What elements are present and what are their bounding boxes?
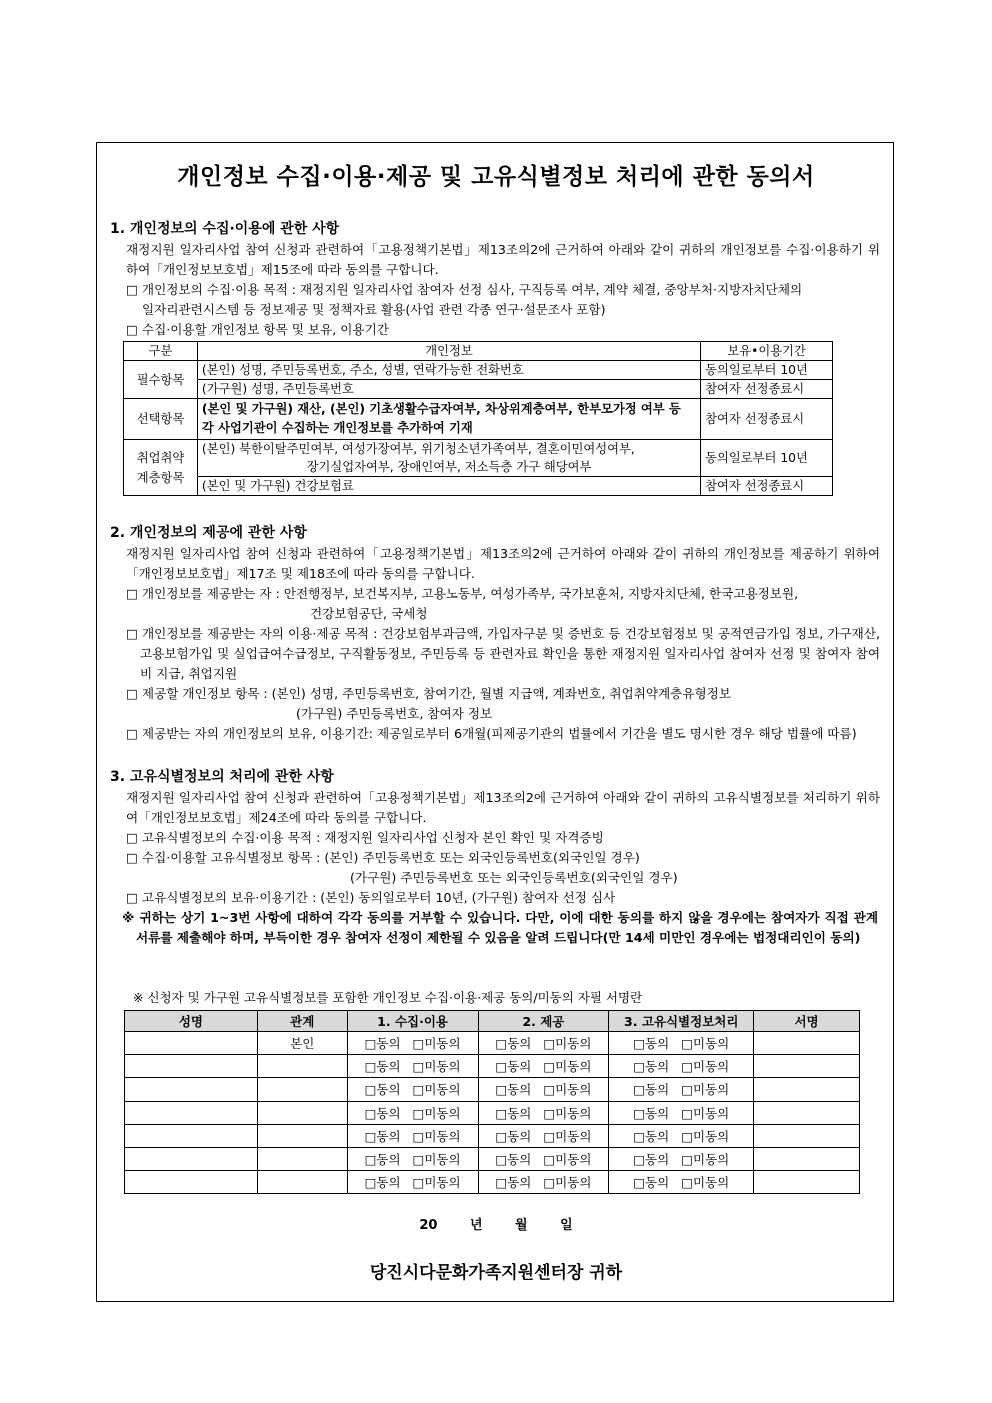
vulnerable-self-period: 동의일로부터 10년 <box>701 440 833 477</box>
table-header-info: 개인정보 <box>197 342 700 361</box>
consent-signature-table <box>124 1010 860 1194</box>
unique-id-consent-cell <box>609 1055 754 1078</box>
section-1-intro: 재정지원 일자리사업 참여 신청과 관련하여「고용정책기본법」제13조의2에 근거하여 아래와 같이 귀하의 개인정보를 수집·이용하기 위하여「개인정보보호법」제15조에 따라 동의를 구합니다. <box>126 242 880 277</box>
signature-cell[interactable] <box>754 1124 860 1147</box>
unique-id-disagree-checkbox[interactable]: □미동의 <box>681 1175 730 1191</box>
section-2-intro: 재정지원 일자리사업 참여 신청과 관련하여「고용정책기본법」제13조의2에 근거하여 아래와 같이 귀하의 개인정보를 제공하기 위하여「개인정보보호법」제17조 및 제18조에 따라 동의를 구합니다. <box>126 546 880 581</box>
collection-disagree-checkbox[interactable]: □미동의 <box>412 1152 461 1168</box>
unique-id-disagree-checkbox[interactable]: □미동의 <box>681 1082 730 1098</box>
provision-consent-cell <box>478 1171 609 1194</box>
collection-agree-checkbox[interactable]: □동의 <box>364 1105 401 1121</box>
collection-disagree-checkbox[interactable]: □미동의 <box>412 1082 461 1098</box>
section-3-heading: 3. 고유식별정보의 처리에 관한 사항 <box>110 769 334 785</box>
collection-disagree-checkbox[interactable]: □미동의 <box>412 1175 461 1191</box>
provision-agree-checkbox[interactable]: □동의 <box>495 1059 532 1075</box>
provision-disagree-checkbox[interactable]: □미동의 <box>543 1128 592 1144</box>
provision-consent-cell <box>478 1124 609 1147</box>
collection-consent-cell <box>347 1171 478 1194</box>
section-3 <box>110 766 880 948</box>
header-signature: 서명 <box>754 1011 860 1032</box>
collection-agree-checkbox[interactable]: □동의 <box>364 1059 401 1075</box>
collection-disagree-checkbox[interactable]: □미동의 <box>412 1105 461 1121</box>
unique-id-disagree-checkbox[interactable]: □미동의 <box>681 1036 730 1052</box>
name-cell[interactable] <box>125 1124 258 1147</box>
provision-agree-checkbox[interactable]: □동의 <box>495 1105 532 1121</box>
collection-disagree-checkbox[interactable]: □미동의 <box>412 1128 461 1144</box>
collection-consent-cell <box>347 1124 478 1147</box>
signature-cell[interactable] <box>754 1078 860 1101</box>
collection-consent-cell <box>347 1101 478 1124</box>
relation-cell[interactable] <box>257 1171 347 1194</box>
relation-cell[interactable] <box>257 1124 347 1147</box>
document-title: 개인정보 수집·이용·제공 및 고유식별정보 처리에 관한 동의서 <box>177 164 815 190</box>
provision-disagree-checkbox[interactable]: □미동의 <box>543 1082 592 1098</box>
provision-disagree-checkbox[interactable]: □미동의 <box>543 1105 592 1121</box>
name-cell[interactable] <box>125 1055 258 1078</box>
relation-cell[interactable] <box>257 1055 347 1078</box>
header-relation: 관계 <box>257 1011 347 1032</box>
required-household-period: 참여자 선정종료시 <box>701 380 833 399</box>
unique-id-agree-checkbox[interactable]: □동의 <box>633 1175 670 1191</box>
relation-cell[interactable] <box>257 1147 347 1170</box>
consent-row <box>125 1101 860 1124</box>
collection-agree-checkbox[interactable]: □동의 <box>364 1128 401 1144</box>
unique-id-consent-cell <box>609 1101 754 1124</box>
unique-id-agree-checkbox[interactable]: □동의 <box>633 1128 670 1144</box>
name-cell[interactable] <box>125 1171 258 1194</box>
optional-period: 참여자 선정종료시 <box>701 399 833 440</box>
relation-cell[interactable] <box>257 1101 347 1124</box>
signature-cell[interactable] <box>754 1171 860 1194</box>
section-3-intro: 재정지원 일자리사업 참여 신청과 관련하여「고용정책기본법」제13조의2에 근거하여 아래와 같이 귀하의 고유식별정보를 처리하기 위하여「개인정보보호법」제24조에 따라 동의를 구합니다. <box>126 790 880 825</box>
refusal-warning: ※ 귀하는 상기 1~3번 사항에 대하여 각각 동의를 거부할 수 있습니다. 다만, 이에 대한 동의를 하지 않을 경우에는 참여자가 직접 관계서류를 제출해야 하며, 부득이한 경우 참여자 선정이 제한될 수 있음을 알려 드립니다(만 14세 미만인 경우에는 법정대리인이 동의) <box>122 910 878 945</box>
vulnerable-household-info: (본인 및 가구원) 건강보험료 <box>197 477 700 496</box>
section-3-retention: □ 고유식별정보의 보유·이용기간 : (본인) 동의일로부터 10년, (가구원) 참여자 선정 심사 <box>126 890 616 905</box>
consent-row <box>125 1147 860 1170</box>
collection-consent-cell <box>347 1078 478 1101</box>
provision-disagree-checkbox[interactable]: □미동의 <box>543 1175 592 1191</box>
collection-agree-checkbox[interactable]: □동의 <box>364 1036 401 1052</box>
consent-row <box>125 1078 860 1101</box>
name-cell[interactable] <box>125 1078 258 1101</box>
unique-id-consent-cell <box>609 1171 754 1194</box>
required-self-info: (본인) 성명, 주민등록번호, 주소, 성별, 연락가능한 전화번호 <box>197 361 700 380</box>
section-3-purpose: □ 고유식별정보의 수집·이용 목적 : 재정지원 일자리사업 신청자 본인 확인 및 자격증빙 <box>126 830 604 845</box>
provision-agree-checkbox[interactable]: □동의 <box>495 1152 532 1168</box>
collection-disagree-checkbox[interactable]: □미동의 <box>412 1036 461 1052</box>
addressee: 당진시다문화가족지원센터장 귀하 <box>369 1263 623 1283</box>
collection-agree-checkbox[interactable]: □동의 <box>364 1082 401 1098</box>
section-1-purpose: □ 개인정보의 수집·이용 목적 : 재정지원 일자리사업 참여자 선정 심사, 구직등록 여부, 계약 체결, 중앙부처·지방자치단체의 <box>126 282 803 297</box>
provision-consent-cell <box>478 1032 609 1055</box>
vulnerable-self-info-line2: 장기실업자여부, 장애인여부, 저소득층 가구 해당여부 <box>306 460 592 474</box>
unique-id-agree-checkbox[interactable]: □동의 <box>633 1059 670 1075</box>
provision-consent-cell <box>478 1147 609 1170</box>
collection-agree-checkbox[interactable]: □동의 <box>364 1152 401 1168</box>
section-1-items-label: □ 수집·이용할 개인정보 항목 및 보유, 이용기간 <box>126 322 389 337</box>
provision-agree-checkbox[interactable]: □동의 <box>495 1036 532 1052</box>
consent-row <box>125 1055 860 1078</box>
provision-consent-cell <box>478 1055 609 1078</box>
signature-cell[interactable] <box>754 1147 860 1170</box>
unique-id-consent-cell <box>609 1124 754 1147</box>
collection-disagree-checkbox[interactable]: □미동의 <box>412 1059 461 1075</box>
consent-row <box>125 1124 860 1147</box>
required-category: 필수항목 <box>124 361 198 399</box>
provision-consent-cell <box>478 1078 609 1101</box>
date-year-prefix: 20 <box>419 1218 438 1233</box>
optional-category: 선택항목 <box>124 399 198 440</box>
name-cell[interactable] <box>125 1032 258 1055</box>
section-1-purpose-cont: 일자리관련시스템 등 정보제공 및 정책자료 활용(사업 관련 각종 연구·설문조사 포함) <box>142 302 606 317</box>
section-2-recipients-cont: 건강보험공단, 국세청 <box>310 606 428 621</box>
unique-id-agree-checkbox[interactable]: □동의 <box>633 1082 670 1098</box>
provision-agree-checkbox[interactable]: □동의 <box>495 1082 532 1098</box>
section-2-heading: 2. 개인정보의 제공에 관한 사항 <box>110 525 307 541</box>
section-2-purpose: □ 개인정보를 제공받는 자의 이용·제공 목적 : 건강보험부과금액, 가입자구분 및 증번호 등 건강보험정보 및 공적연금가입 정보, 가구재산, 고용보험가입 및 실업급여수급정보, 구직활동정보, 주민등록 등 관련자료 확인을 통한 재정지원 일자리사업 참여자 선정 및 참여자 참여비 지급, 취업지원 <box>126 626 880 681</box>
header-unique-id: 3. 고유식별정보처리 <box>609 1011 754 1032</box>
provision-disagree-checkbox[interactable]: □미동의 <box>543 1036 592 1052</box>
required-household-info: (가구원) 성명, 주민등록번호 <box>197 380 700 399</box>
signature-cell[interactable] <box>754 1101 860 1124</box>
header-provision: 2. 제공 <box>478 1011 609 1032</box>
unique-id-consent-cell <box>609 1078 754 1101</box>
collection-consent-cell <box>347 1147 478 1170</box>
date-line <box>0 1214 992 1233</box>
required-self-period: 동의일로부터 10년 <box>701 361 833 380</box>
signature-cell[interactable] <box>754 1032 860 1055</box>
signature-table-note: ※ 신청자 및 가구원 고유식별정보를 포함한 개인정보 수집·이용·제공 동의/미동의 자필 서명란 <box>133 990 643 1005</box>
unique-id-disagree-checkbox[interactable]: □미동의 <box>681 1059 730 1075</box>
date-month-label: 월 <box>515 1218 528 1233</box>
section-2-retention: □ 제공받는 자의 개인정보의 보유, 이용기간: 제공일로부터 6개월(피제공기관의 법률에서 기간을 별도 명시한 경우 해당 법률에 따름) <box>126 726 857 741</box>
section-2-items-cont: (가구원) 주민등록번호, 참여자 정보 <box>296 706 493 721</box>
date-day-label: 일 <box>560 1218 573 1233</box>
table-header-period: 보유•이용기간 <box>701 342 833 361</box>
unique-id-disagree-checkbox[interactable]: □미동의 <box>681 1128 730 1144</box>
name-cell[interactable] <box>125 1101 258 1124</box>
date-year-label: 년 <box>469 1218 483 1233</box>
unique-id-disagree-checkbox[interactable]: □미동의 <box>681 1152 730 1168</box>
relation-cell[interactable] <box>257 1078 347 1101</box>
provision-disagree-checkbox[interactable]: □미동의 <box>543 1152 592 1168</box>
table-header-category: 구분 <box>124 342 198 361</box>
provision-disagree-checkbox[interactable]: □미동의 <box>543 1059 592 1075</box>
unique-id-disagree-checkbox[interactable]: □미동의 <box>681 1105 730 1121</box>
vulnerable-self-info <box>197 440 700 477</box>
section-3-items-cont: (가구원) 주민등록번호 또는 외국인등록번호(외국인일 경우) <box>350 870 678 885</box>
unique-id-agree-checkbox[interactable]: □동의 <box>633 1152 670 1168</box>
vulnerable-category-line1: 취업취약 <box>136 450 185 465</box>
relation-cell[interactable]: 본인 <box>257 1032 347 1055</box>
section-3-items: □ 수집·이용할 고유식별정보 항목 : (본인) 주민등록번호 또는 외국인등록번호(외국인일 경우) <box>126 850 640 865</box>
vulnerable-category-line2: 계층항목 <box>136 470 185 485</box>
vulnerable-category <box>124 440 198 496</box>
unique-id-consent-cell <box>609 1032 754 1055</box>
consent-row <box>125 1032 860 1055</box>
provision-agree-checkbox[interactable]: □동의 <box>495 1128 532 1144</box>
header-name: 성명 <box>125 1011 258 1032</box>
collection-consent-cell <box>347 1032 478 1055</box>
collection-items-table <box>123 341 833 496</box>
vulnerable-self-info-line1: (본인) 북한이탈주민여부, 여성가장여부, 위기청소년가족여부, 결혼이민여성여부, <box>201 442 635 456</box>
section-2 <box>110 522 880 744</box>
vulnerable-household-period: 참여자 선정종료시 <box>701 477 833 496</box>
provision-agree-checkbox[interactable]: □동의 <box>495 1175 532 1191</box>
section-1 <box>110 218 880 340</box>
unique-id-agree-checkbox[interactable]: □동의 <box>633 1036 670 1052</box>
unique-id-consent-cell <box>609 1147 754 1170</box>
unique-id-agree-checkbox[interactable]: □동의 <box>633 1105 670 1121</box>
signature-cell[interactable] <box>754 1055 860 1078</box>
section-2-recipients: □ 개인정보를 제공받는 자 : 안전행정부, 보건복지부, 고용노동부, 여성가족부, 국가보훈처, 지방자치단체, 한국고용정보원, <box>126 586 799 601</box>
header-collection: 1. 수집·이용 <box>347 1011 478 1032</box>
collection-agree-checkbox[interactable]: □동의 <box>364 1175 401 1191</box>
optional-info: (본인 및 가구원) 재산, (본인) 기초생활수급자여부, 차상위계층여부, 한부모가정 여부 등 각 사업기관이 수집하는 개인정보를 추가하여 기재 <box>197 399 700 440</box>
provision-consent-cell <box>478 1101 609 1124</box>
section-2-items: □ 제공할 개인정보 항목 : (본인) 성명, 주민등록번호, 참여기간, 월별 지급액, 계좌번호, 취업취약계층유형정보 <box>126 686 731 701</box>
name-cell[interactable] <box>125 1147 258 1170</box>
consent-row <box>125 1171 860 1194</box>
section-1-heading: 1. 개인정보의 수집·이용에 관한 사항 <box>110 221 340 237</box>
collection-consent-cell <box>347 1055 478 1078</box>
